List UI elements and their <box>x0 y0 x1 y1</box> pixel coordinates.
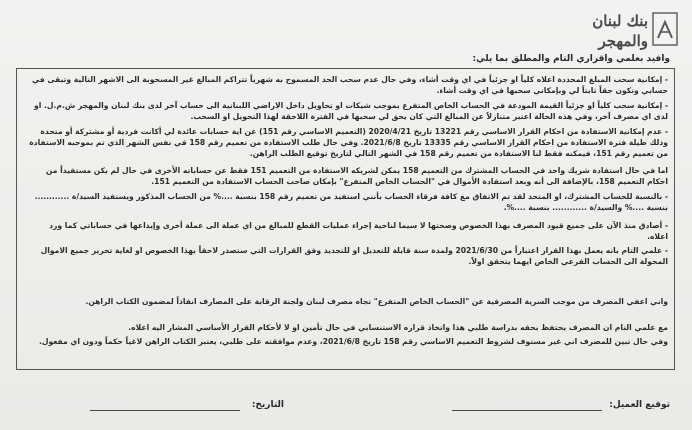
intro-heading: وافيد بعلمي واقراري التام والمطلق بما يلي: <box>472 54 670 64</box>
clause-secrecy-waiver: واني اعفي المصرف من موجب السرية المصرفية عن "الحساب الخاص المتفرع" تجاه مصرف لبنان ولجنة الرقابة على المصارف انفاذاً لمضمون الكتاب الراهن. <box>85 297 668 306</box>
client-signature-line[interactable] <box>452 410 602 411</box>
clause-circular-151: - عدم إمكانية الاستفادة من احكام القرار الاساسي رقم 13221 تاريخ 2020/4/21 (التعميم الاساسي رقم 151) عن اية حسابات عائدة لي أكانت فردية أو مشتركة أو متحدة وذلك طيلة فترة الاستفادة من احكام القرار الاساسي رقم 13335 تاريخ 2021/6/8. وفي حال طلب الاستفادة من تعميم رقم 158 في نفس الشهر الذي تم بموجبه الاستفادة من تعميم رقم 151، فيمكنه فقط لنا الاستفادة من تعميم رقم 158 في الشهر التالي لتاريخ توقيع الطلب الراهن. <box>29 127 668 159</box>
logo-text-line1: بنك لبنان <box>592 12 648 30</box>
clause-joint-account: اما في حال استفادة شريك واحد في الحساب المشترك من التعميم 158 يمكن لشريكه الاستفادة من التعميم 151 فقط عن حساباته الأخرى في حال لم يكن مستفيداً من احكام التعميم 158، بالإضافة الى أنه وبعد استفادة الأموال في "الحساب الخاص المتفرع" بإمكان صاحب الحساب الاستفادة من التعميم 151. <box>45 166 668 187</box>
clause-nullity: وفي حال تبين للمصرف اني غير مستوف لشروط التعميم الاساسي رقم 158 تاريخ 2021/6/8، وعدم موافقته على طلبي، يعتبر الكتاب الراهن لاغياً حكماً ودون اي مفعول. <box>39 337 668 346</box>
clause-transfer: - إمكانية سحب كلياً او جزئياً القيمة المودعة في الحساب الخاص المتفرع بموجب شيكات او تحاويل داخل الاراضي اللبنانية الى حساب آخر لدى بنك لبنان والمهجر ش.م.ل. او لدى اي مصرف آخر، وفي هذه الحالة اعتبر متنازلاً عن المبالغ التي كان يحق لي سحبها في الفترة اللاحقة لهذا التحويل او السحب. <box>34 101 668 122</box>
clause-validity: - علمي التام بانه يعمل بهذا القرار اعتباراً من 2021/6/30 ولمدة سنة قابلة للتعديل او للتجديد وفق القرارات التي ستصدر لاحقاً بهذا الخصوص او لغاية تحرير جميع الاموال المحولة الى الحساب الفرعي الخاص ايهما يتحقق اولاً. <box>40 246 668 267</box>
date-label: التاريخ: <box>251 400 284 410</box>
logo-text-line2: والمهجر <box>598 32 648 50</box>
date-line[interactable] <box>90 410 240 411</box>
clause-share-percentage: - بالنسبة للحساب المشترك، او المتحد لقد تم الاتفاق مع كافة فرقاء الحساب بأنني استفيد من تعميم رقم 158 بنسبة ....% من الحساب المذكور ويستفيد السيد/ة ............ بنسبة ....% والسيد/ة ............ بنسبة ....%. <box>34 192 668 213</box>
bank-logo <box>558 8 678 54</box>
clause-withdrawal: - إمكانية سحب المبلغ المحددة اعلاه كلياً او جزئياً في اي وقت أشاء، وفي حال عدم سحب الحد المسموح به شهرياً تتراكم المبالغ غير المسحوبة الى الاشهر التالية وتبقى في حسابي وتكون حقاً ثابتاً لي وبإمكاني سحبها في اي وقت أشاء. <box>32 75 668 96</box>
clause-bank-discretion: مع علمي التام ان المصرف يحتفظ بحقه بدراسة طلبي هذا واتخاذ قراره الاستنسابي في حال تأمين او لا لأحكام القرار الأساسي المشار اليه اعلاه. <box>128 323 668 332</box>
clause-bank-entries: - أصادق منذ الآن على جميع قيود المصرف بهذا الخصوص وصحتها لا سيما لناحية إجراء عمليات القطع للمبالغ من اي عملة الى عملة أخرى وإيداعها في حساباتي كما ورد اعلاه. <box>49 221 668 242</box>
client-signature-label: توقيع العميل: <box>609 400 670 410</box>
bank-emblem-icon <box>652 12 678 46</box>
